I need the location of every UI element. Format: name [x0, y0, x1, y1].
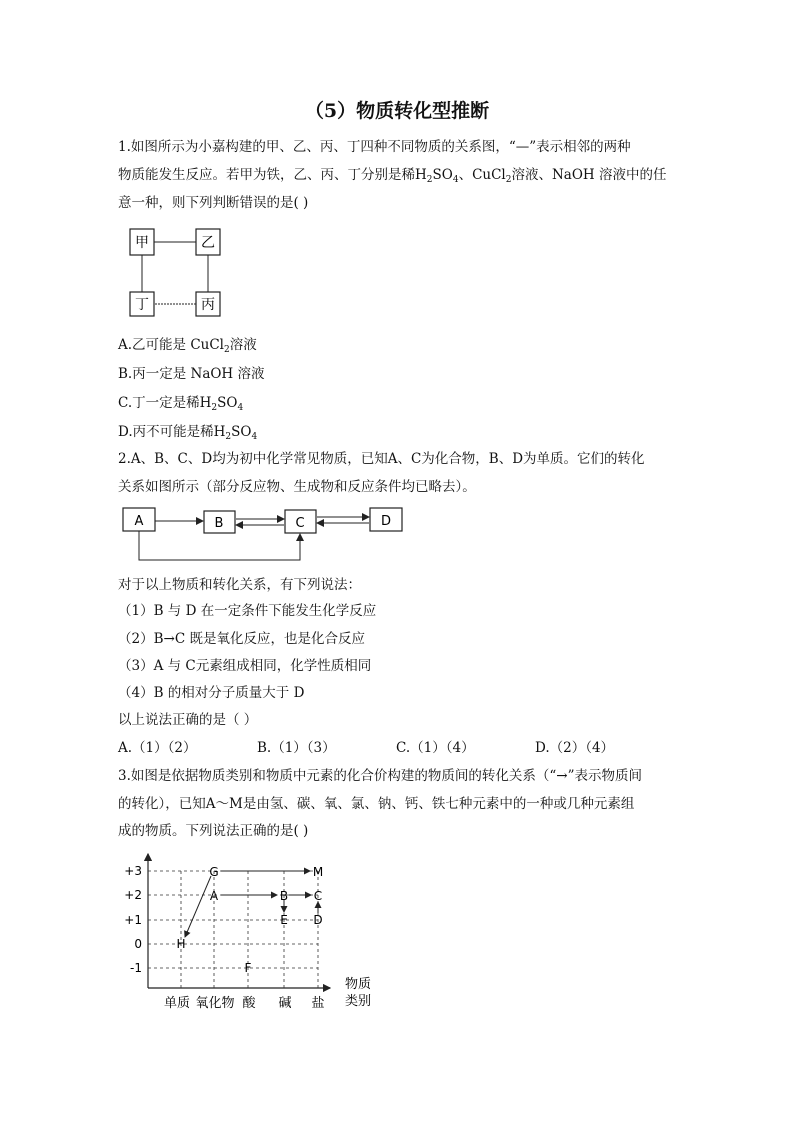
y-tick-plus3: +3	[124, 864, 142, 878]
x-cat-acid: 酸	[242, 996, 256, 1011]
q2-line-2: 关系如图所示（部分反应物、生成物和反应条件均已略去）。	[118, 479, 476, 495]
q2-statement-3: （3）A 与 C元素组成相同，化学性质相同	[118, 658, 372, 674]
point-a: A	[209, 889, 219, 903]
q2-ask: 以上说法正确的是（ ）	[118, 712, 258, 728]
q2-statement-1: （1）B 与 D 在一定条件下能发生化学反应	[118, 603, 377, 619]
point-g: G	[209, 865, 219, 879]
y-tick-zero: 0	[134, 937, 142, 951]
q1-line-3: 意一种，则下列判断错误的是( )	[118, 195, 309, 211]
x-axis-label-1: 物质	[344, 977, 372, 992]
q2-option-c: C.（1）（4）	[396, 740, 475, 756]
arrow-g-to-h	[185, 876, 211, 937]
q2-option-b: B.（1）（3）	[257, 740, 336, 756]
q2-conversion-diagram	[118, 503, 418, 565]
q1-option-c: C.丁一定是稀$H_2SO_4$	[118, 395, 244, 413]
label-a: A	[134, 514, 144, 529]
q1-option-a: A.乙可能是 CuCl$_2$溶液	[118, 337, 257, 355]
q2-intro: 对于以上物质和转化关系，有下列说法：	[118, 577, 361, 593]
point-e: E	[280, 913, 288, 927]
q2-statement-2: （2）B→C 既是氧化反应，也是化合反应	[118, 631, 365, 647]
label-d: D	[380, 514, 392, 529]
point-b: B	[279, 889, 289, 903]
q3-line-2: 的转化），已知A～M是由氢、碳、氧、氯、钠、钙、铁七种元素中的一种或几种元素组	[118, 796, 635, 812]
x-cat-elemental: 单质	[163, 996, 191, 1011]
y-tick-plus1: +1	[124, 913, 142, 927]
q3-line-1: 3.如图是依据物质类别和物质中元素的化合价构建的物质间的转化关系（“→”表示物质间	[118, 768, 642, 784]
x-cat-base: 碱	[278, 996, 292, 1011]
arrow-a-to-c	[139, 531, 300, 560]
label-bing: 丙	[201, 297, 215, 313]
y-tick-minus1: -1	[130, 961, 142, 975]
label-c: C	[295, 516, 305, 531]
point-f: F	[244, 961, 252, 975]
q3-valence-diagram	[118, 848, 393, 1018]
page-title: （5）物质转化型推断	[304, 100, 490, 122]
x-cat-oxide: 氧化物	[195, 996, 235, 1011]
q1-relation-diagram	[120, 222, 230, 318]
q3-line-3: 成的物质。下列说法正确的是( )	[118, 823, 309, 839]
q2-statement-4: （4）B 的相对分子质量大于 D	[118, 685, 305, 701]
label-b: B	[214, 516, 224, 531]
x-axis-label-2: 类别	[344, 994, 372, 1009]
q2-option-d: D.（2）（4）	[535, 740, 615, 756]
q1-line-1: 1.如图所示为小嘉构建的甲、乙、丙、丁四种不同物质的关系图，“—”表示相邻的两种	[118, 139, 631, 155]
q1-option-b: B.丙一定是 NaOH 溶液	[118, 366, 265, 382]
point-h: H	[176, 937, 186, 951]
point-c: C	[313, 889, 323, 903]
q2-option-a: A.（1）（2）	[118, 740, 197, 756]
label-yi: 乙	[201, 235, 215, 251]
q1-option-d: D.丙不可能是稀$H_2SO_4$	[118, 424, 258, 442]
label-ding: 丁	[135, 297, 149, 313]
point-d: D	[313, 913, 323, 927]
x-cat-salt: 盐	[311, 996, 325, 1011]
label-jia: 甲	[135, 235, 149, 251]
point-m: M	[312, 865, 324, 879]
q1-line-2: 物质能发生反应。若甲为铁，乙、丙、丁分别是稀$H_2SO_4$、CuCl$_2$溶液、NaOH 溶液中的任	[118, 167, 667, 185]
q2-line-1: 2.A、B、C、D均为初中化学常见物质，已知A、C为化合物，B、D为单质。它们的转化	[118, 451, 645, 467]
y-tick-plus2: +2	[124, 888, 142, 902]
